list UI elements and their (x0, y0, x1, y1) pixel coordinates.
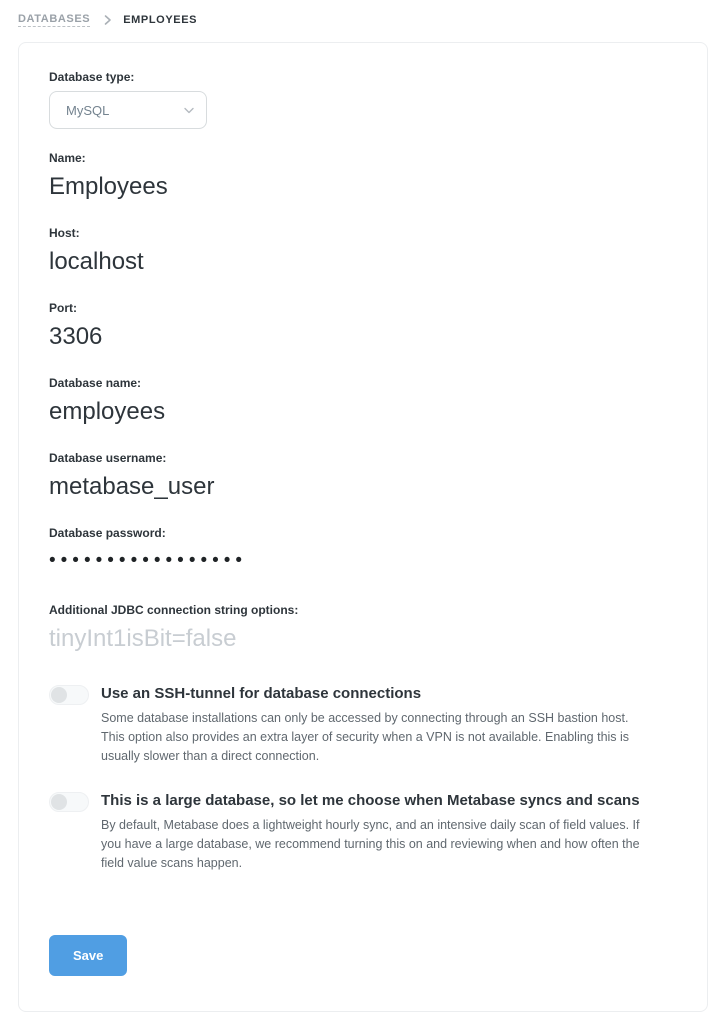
database-name-label: Database name: (49, 376, 142, 390)
database-type-select[interactable] (49, 91, 207, 129)
name-label: Name: (49, 151, 86, 165)
database-type-selected-value: MySQL (66, 102, 110, 118)
name-input[interactable] (49, 172, 667, 202)
breadcrumb (0, 0, 694, 42)
database-password-input[interactable]: ••••••••••••••••• (49, 550, 248, 571)
field-name (49, 151, 667, 202)
host-input[interactable] (49, 247, 667, 277)
field-database-name (49, 376, 667, 427)
host-label: Host: (49, 226, 80, 240)
chevron-right-icon (103, 15, 112, 25)
toggle-knob (51, 687, 67, 703)
ssh-tunnel-section (49, 684, 667, 765)
ssh-tunnel-description: Some database installations can only be accessed by connecting through an SSH bastion host. This option also provides an extra layer of security when a VPN is not available. Enabling this is usually slower than a direct connection. (101, 711, 630, 763)
ssh-tunnel-toggle[interactable] (49, 685, 89, 705)
database-username-input[interactable] (49, 472, 667, 502)
database-form-card (18, 42, 708, 1012)
field-database-password (49, 526, 667, 575)
toggle-knob (51, 794, 67, 810)
save-button[interactable]: Save (49, 935, 127, 976)
large-database-title: This is a large database, so let me choose when Metabase syncs and scans (101, 792, 640, 810)
large-database-toggle[interactable] (49, 792, 89, 812)
chevron-down-icon (184, 107, 194, 114)
large-database-text (101, 791, 642, 872)
database-type-label: Database type: (49, 70, 135, 84)
large-database-section (49, 791, 667, 872)
large-database-description: By default, Metabase does a lightweight hourly sync, and an intensive daily scan of field values. If you have a large database, we recommend turning this on and reviewing when and how often the field value scans happen. (101, 818, 640, 870)
breadcrumb-link-databases[interactable]: DATABASES (18, 13, 91, 25)
field-host (49, 226, 667, 277)
database-username-label: Database username: (49, 451, 167, 465)
field-database-username (49, 451, 667, 502)
field-database-type (49, 70, 667, 129)
ssh-tunnel-title: Use an SSH-tunnel for database connections (101, 685, 422, 702)
field-jdbc-options (49, 603, 667, 654)
breadcrumb-current-employees: EMPLOYEES (123, 14, 198, 26)
field-port (49, 301, 667, 352)
jdbc-options-input[interactable] (49, 624, 667, 654)
ssh-tunnel-text (101, 684, 642, 765)
port-input[interactable] (49, 322, 667, 352)
database-name-input[interactable] (49, 397, 667, 427)
port-label: Port: (49, 301, 77, 315)
jdbc-options-label: Additional JDBC connection string options: (49, 603, 299, 617)
database-password-label: Database password: (49, 526, 166, 540)
